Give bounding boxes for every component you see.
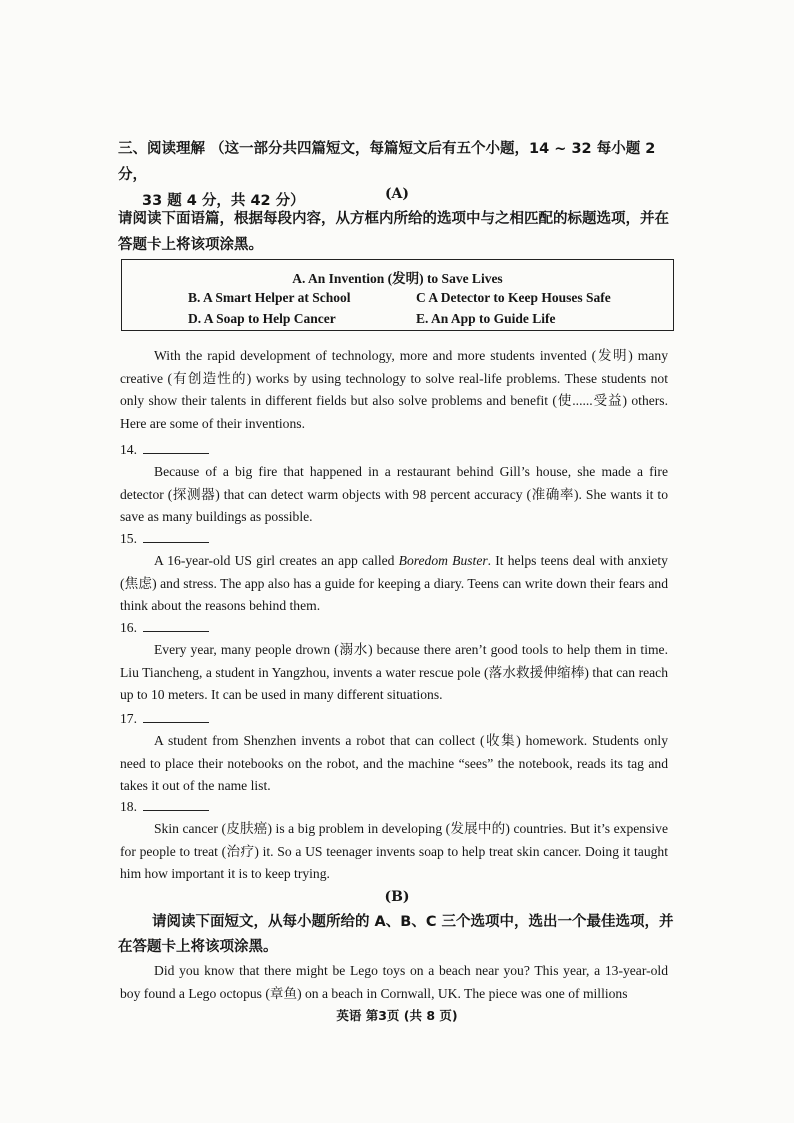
question-16-number: 16. <box>120 618 209 638</box>
app-name: Boredom Buster <box>398 553 488 568</box>
section-header-line2: 33 题 4 分，共 42 分） <box>142 193 305 209</box>
question-16-text: Every year, many people drown (溺水) because there aren’t good tools to help them in time. Liu Tiancheng, a student in Yangzhou, invents a water rescue pole (落水救援伸缩棒) that can reach up to 10 meters. It can be used in many different situations. <box>120 642 668 702</box>
question-17-text: A student from Shenzhen invents a robot that can collect (收集) homework. Students only need to place their notebooks on the robot, and the machine “sees” the notebook, reads its tag and takes it out of the name list. <box>120 733 668 793</box>
part-b-label: (B) <box>384 889 410 905</box>
question-14-text: Because of a big fire that happened in a restaurant behind Gill’s house, she made a fire detector (探测器) that can detect warm objects with 98 percent accuracy (准确率). She wants it to save as many buildings as possible. <box>120 464 668 524</box>
answer-blank[interactable] <box>143 798 209 811</box>
part-b-instruction: 请阅读下面短文，从每小题所给的 A、B、C 三个选项中，选出一个最佳选项，并在答题卡上将该项涂黑。 <box>118 914 674 955</box>
part-a-label: (A) <box>384 186 410 202</box>
page-footer: 英语 第3页 (共 8 页) <box>336 1008 458 1023</box>
part-a-instruction: 请阅读下面语篇，根据每段内容，从方框内所给的选项中与之相匹配的标题选项，并在答题卡上将该项涂黑。 <box>118 211 669 253</box>
answer-blank[interactable] <box>143 619 209 632</box>
question-18-text: Skin cancer (皮肤癌) is a big problem in developing (发展中的) countries. But it’s expensive for people to treat (治疗) it. So a US teenager invents soap to help treat skin cancer. Doing it taught him how important it is to keep trying. <box>120 821 668 881</box>
question-14-number: 14. <box>120 440 209 460</box>
option-e: E. An App to Guide Life <box>416 311 556 326</box>
section-header-line1: 三、阅读理解 （这一部分共四篇短文，每篇短文后有五个小题，14 ~ 32 每小题 2 分， <box>118 141 656 183</box>
option-d: D. A Soap to Help Cancer <box>188 311 336 326</box>
part-b-intro: Did you know that there might be Lego toys on a beach near you? This year, a 13-year-old boy found a Lego octopus (章鱼) on a beach in Cornwall, UK. The piece was one of millions <box>120 963 668 1001</box>
option-c: C A Detector to Keep Houses Safe <box>416 290 611 305</box>
option-b: B. A Smart Helper at School <box>188 290 351 305</box>
question-15-text: A 16-year-old US girl creates an app called Boredom Buster. It helps teens deal with anxiety (焦虑) and stress. The app also has a guide for keeping a diary. Teens can write down their fears and think about the reasons behind them. <box>120 553 668 613</box>
option-a: A. An Invention (发明) to Save Lives <box>292 271 503 286</box>
question-17-number: 17. <box>120 709 209 729</box>
options-box <box>121 259 674 331</box>
part-a-intro: With the rapid development of technology, more and more students invented (发明) many creative (有创造性的) works by using technology to solve real-life problems. These students not only show their talents in different fields but also solve problems and benefit (使......受益) others. Here are some of their inventions. <box>120 348 668 431</box>
question-15-number: 15. <box>120 529 209 549</box>
answer-blank[interactable] <box>143 530 209 543</box>
section-header <box>118 136 678 214</box>
answer-blank[interactable] <box>143 710 209 723</box>
question-18-number: 18. <box>120 797 209 817</box>
answer-blank[interactable] <box>143 441 209 454</box>
